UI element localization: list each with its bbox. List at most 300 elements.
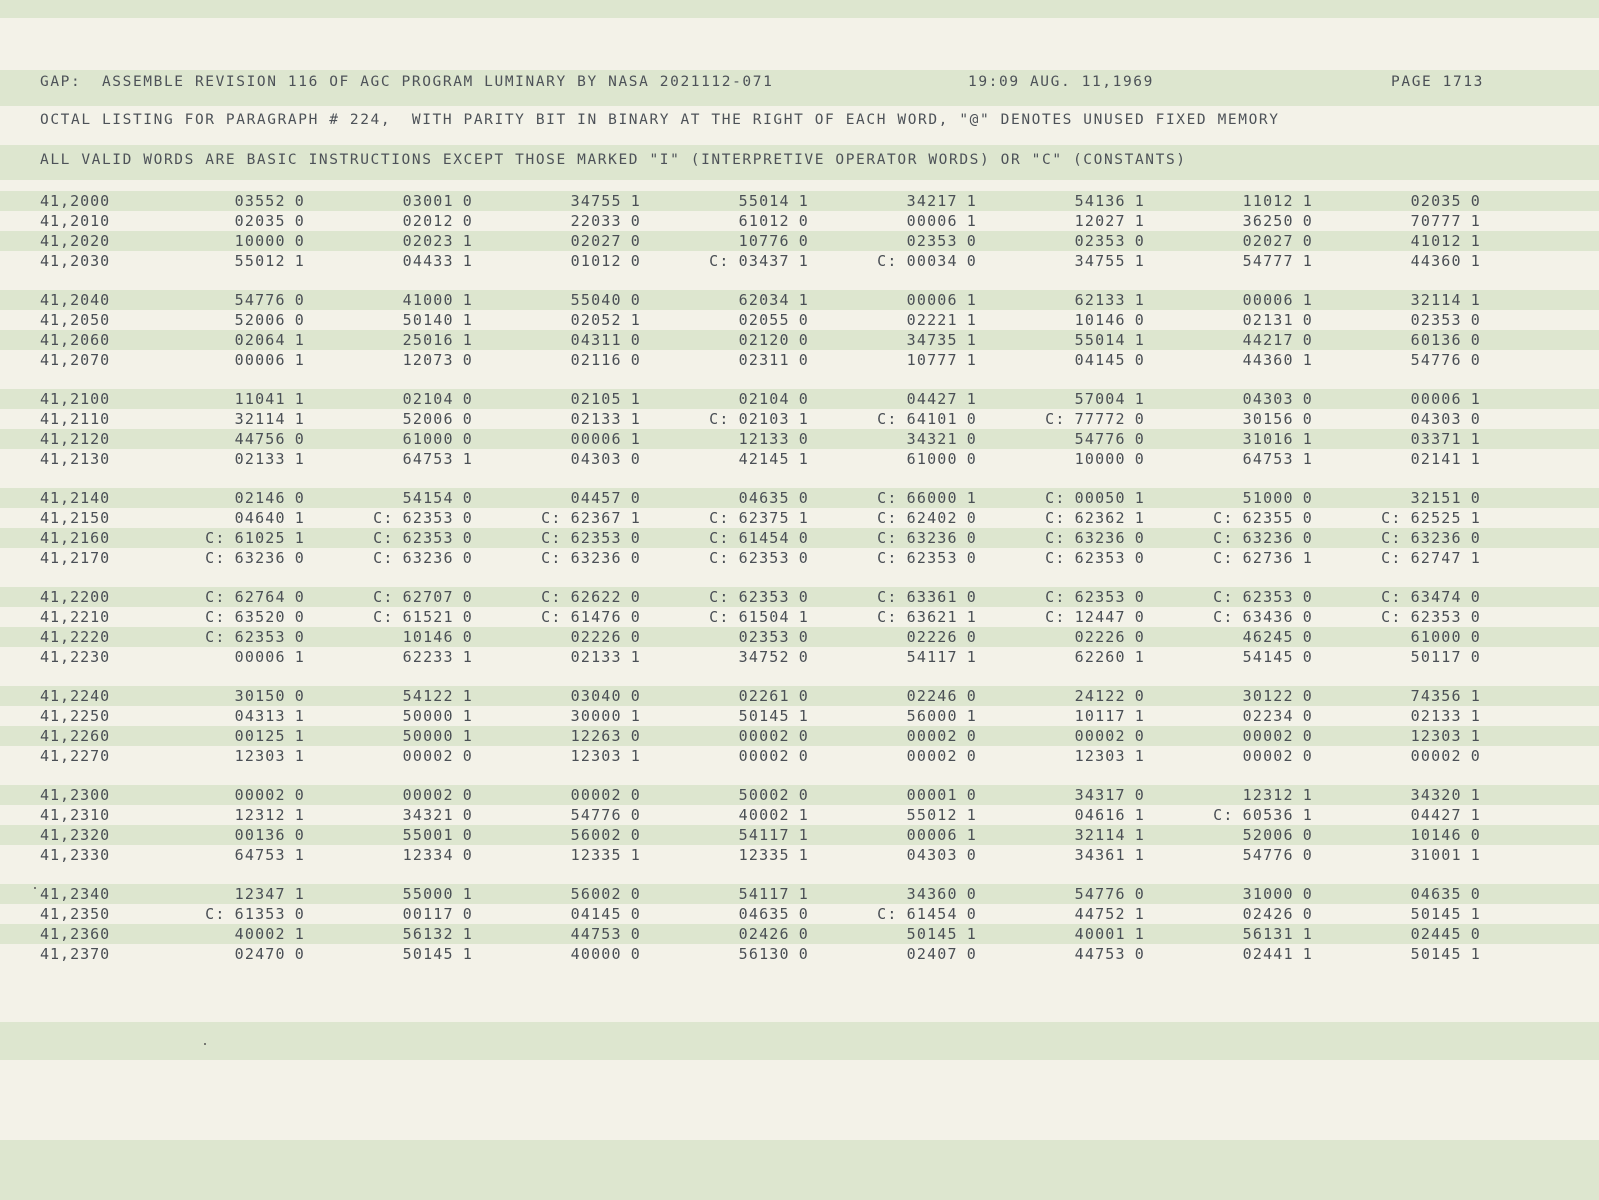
octal-word <box>649 450 809 468</box>
octal-word <box>481 747 641 765</box>
parity-bit: 0 <box>294 628 305 646</box>
octal-word <box>145 509 305 527</box>
parity-bit: 1 <box>1302 450 1313 468</box>
constant-marker: C: <box>1381 608 1402 626</box>
parity-bit: 0 <box>462 410 473 428</box>
octal-word <box>1321 390 1481 408</box>
parity-bit: 1 <box>462 311 473 329</box>
parity-bit: 1 <box>294 509 305 527</box>
octal-word <box>481 390 641 408</box>
octal-word <box>481 509 641 527</box>
word-value: 03552 <box>234 192 286 210</box>
octal-word <box>313 450 473 468</box>
parity-bit: 1 <box>1470 390 1481 408</box>
word-value: 55001 <box>402 826 454 844</box>
octal-word <box>649 628 809 646</box>
parity-bit: 1 <box>798 252 809 270</box>
word-value: 04635 <box>738 489 790 507</box>
word-value: 02261 <box>738 687 790 705</box>
octal-word <box>817 806 977 824</box>
parity-bit: 0 <box>798 390 809 408</box>
word-value: 54776 <box>1410 351 1462 369</box>
word-value: 62353 <box>570 529 622 547</box>
word-value: 62353 <box>738 588 790 606</box>
word-value: 04635 <box>1410 885 1462 903</box>
word-value: 50145 <box>738 707 790 725</box>
word-value: 11041 <box>234 390 286 408</box>
word-value: 00006 <box>234 351 286 369</box>
constant-marker: C: <box>709 529 730 547</box>
parity-bit: 0 <box>966 945 977 963</box>
address-label: 41,2250 <box>40 707 111 725</box>
octal-word <box>145 588 305 606</box>
parity-bit: 0 <box>798 331 809 349</box>
parity-bit: 0 <box>1470 410 1481 428</box>
parity-bit: 1 <box>1302 291 1313 309</box>
word-value: 62355 <box>1242 509 1294 527</box>
address-label: 41,2360 <box>40 925 111 943</box>
octal-word <box>649 509 809 527</box>
parity-bit: 1 <box>1470 945 1481 963</box>
address-label: 41,2220 <box>40 628 111 646</box>
parity-bit: 1 <box>1470 707 1481 725</box>
parity-bit: 1 <box>798 707 809 725</box>
octal-word <box>145 331 305 349</box>
octal-word <box>145 410 305 428</box>
parity-bit: 0 <box>1470 192 1481 210</box>
octal-word <box>1153 489 1313 507</box>
parity-bit: 0 <box>966 628 977 646</box>
word-value: 62353 <box>1410 608 1462 626</box>
octal-word <box>145 846 305 864</box>
octal-word <box>817 430 977 448</box>
octal-word <box>649 529 809 547</box>
word-value: 31001 <box>1410 846 1462 864</box>
octal-word <box>817 608 977 626</box>
octal-word <box>313 846 473 864</box>
octal-word <box>145 351 305 369</box>
word-value: 12073 <box>402 351 454 369</box>
word-value: 00034 <box>906 252 958 270</box>
word-value: 63236 <box>1074 529 1126 547</box>
parity-bit: 0 <box>1470 489 1481 507</box>
octal-word <box>145 192 305 210</box>
word-value: 10146 <box>1410 826 1462 844</box>
parity-bit: 0 <box>1134 687 1145 705</box>
octal-word <box>817 529 977 547</box>
parity-bit: 0 <box>462 806 473 824</box>
constant-marker: C: <box>205 905 226 923</box>
octal-word <box>313 232 473 250</box>
parity-bit: 1 <box>294 846 305 864</box>
parity-bit: 0 <box>1134 786 1145 804</box>
word-value: 02407 <box>906 945 958 963</box>
word-value: 12335 <box>738 846 790 864</box>
octal-word <box>1321 687 1481 705</box>
word-value: 64753 <box>1242 450 1294 468</box>
constant-marker: C: <box>1213 608 1234 626</box>
word-value: 02027 <box>570 232 622 250</box>
word-value: 54117 <box>906 648 958 666</box>
constant-marker: C: <box>1045 410 1066 428</box>
octal-word <box>817 588 977 606</box>
parity-bit: 0 <box>630 727 641 745</box>
parity-bit: 1 <box>1302 351 1313 369</box>
word-value: 64101 <box>906 410 958 428</box>
parity-bit: 0 <box>966 687 977 705</box>
parity-bit: 1 <box>462 291 473 309</box>
word-value: 02023 <box>402 232 454 250</box>
octal-word <box>985 212 1145 230</box>
word-value: 02133 <box>570 648 622 666</box>
word-value: 63361 <box>906 588 958 606</box>
parity-bit: 0 <box>798 925 809 943</box>
word-value: 41012 <box>1410 232 1462 250</box>
address-label: 41,2110 <box>40 410 111 428</box>
word-value: 02426 <box>738 925 790 943</box>
word-value: 32114 <box>1074 826 1126 844</box>
constant-marker: C: <box>1045 509 1066 527</box>
word-value: 55014 <box>738 192 790 210</box>
octal-word <box>1321 885 1481 903</box>
word-value: 02146 <box>234 489 286 507</box>
octal-word <box>1153 945 1313 963</box>
octal-word <box>313 826 473 844</box>
octal-word <box>817 311 977 329</box>
octal-word <box>985 687 1145 705</box>
word-value: 46245 <box>1242 628 1294 646</box>
constant-marker: C: <box>541 509 562 527</box>
parity-bit: 0 <box>1302 687 1313 705</box>
word-value: 44752 <box>1074 905 1126 923</box>
octal-word <box>985 826 1145 844</box>
parity-bit: 1 <box>630 430 641 448</box>
word-value: 61454 <box>906 905 958 923</box>
word-value: 02441 <box>1242 945 1294 963</box>
octal-word <box>1321 252 1481 270</box>
parity-bit: 1 <box>294 885 305 903</box>
octal-word <box>1153 390 1313 408</box>
octal-word <box>1153 430 1313 448</box>
octal-word <box>1321 311 1481 329</box>
octal-word <box>649 351 809 369</box>
word-value: 02052 <box>570 311 622 329</box>
address-label: 41,2320 <box>40 826 111 844</box>
octal-word <box>1153 529 1313 547</box>
word-value: 61353 <box>234 905 286 923</box>
word-value: 34360 <box>906 885 958 903</box>
address-label: 41,2270 <box>40 747 111 765</box>
address-label: 41,2150 <box>40 509 111 527</box>
octal-word <box>649 806 809 824</box>
parity-bit: 0 <box>1302 628 1313 646</box>
word-value: 00006 <box>906 291 958 309</box>
word-value: 12303 <box>1074 747 1126 765</box>
parity-bit: 1 <box>462 687 473 705</box>
word-value: 44360 <box>1242 351 1294 369</box>
octal-word <box>1153 450 1313 468</box>
octal-word <box>1321 925 1481 943</box>
parity-bit: 1 <box>966 291 977 309</box>
word-value: 04616 <box>1074 806 1126 824</box>
header-datetime: 19:09 AUG. 11,1969 <box>968 74 1154 90</box>
octal-word <box>817 747 977 765</box>
word-value: 34321 <box>906 430 958 448</box>
word-value: 25016 <box>402 331 454 349</box>
address-label: 41,2040 <box>40 291 111 309</box>
octal-word <box>817 727 977 745</box>
parity-bit: 0 <box>630 905 641 923</box>
parity-bit: 1 <box>1470 727 1481 745</box>
parity-bit: 0 <box>630 252 641 270</box>
parity-bit: 1 <box>1470 232 1481 250</box>
parity-bit: 1 <box>1302 192 1313 210</box>
parity-bit: 0 <box>798 351 809 369</box>
octal-word <box>481 588 641 606</box>
word-value: 12335 <box>570 846 622 864</box>
parity-bit: 0 <box>462 212 473 230</box>
word-value: 34321 <box>402 806 454 824</box>
address-label: 41,2160 <box>40 529 111 547</box>
octal-word <box>481 846 641 864</box>
word-value: 40002 <box>738 806 790 824</box>
octal-word <box>145 945 305 963</box>
word-value: 12447 <box>1074 608 1126 626</box>
parity-bit: 0 <box>1302 331 1313 349</box>
address-label: 41,2010 <box>40 212 111 230</box>
parity-bit: 0 <box>630 826 641 844</box>
octal-word <box>985 450 1145 468</box>
octal-word <box>145 311 305 329</box>
word-value: 00002 <box>234 786 286 804</box>
address-label: 41,2170 <box>40 549 111 567</box>
octal-word <box>313 905 473 923</box>
word-value: 54776 <box>1242 846 1294 864</box>
parity-bit: 0 <box>798 648 809 666</box>
word-value: 62353 <box>738 549 790 567</box>
octal-word <box>985 786 1145 804</box>
octal-word <box>145 648 305 666</box>
parity-bit: 1 <box>462 945 473 963</box>
parity-bit: 1 <box>630 311 641 329</box>
octal-word <box>313 945 473 963</box>
parity-bit: 1 <box>1470 786 1481 804</box>
octal-word <box>985 390 1145 408</box>
word-value: 63236 <box>402 549 454 567</box>
octal-word <box>145 291 305 309</box>
address-label: 41,2260 <box>40 727 111 745</box>
word-value: 00002 <box>402 747 454 765</box>
word-value: 02035 <box>1410 192 1462 210</box>
word-value: 02353 <box>1410 311 1462 329</box>
octal-word <box>1321 727 1481 745</box>
octal-word <box>313 628 473 646</box>
parity-bit: 1 <box>1302 549 1313 567</box>
octal-word <box>145 450 305 468</box>
octal-word <box>1321 509 1481 527</box>
word-value: 66000 <box>906 489 958 507</box>
parity-bit: 1 <box>966 826 977 844</box>
word-value: 12312 <box>234 806 286 824</box>
octal-word <box>145 687 305 705</box>
octal-word <box>1321 212 1481 230</box>
header-legend: ALL VALID WORDS ARE BASIC INSTRUCTIONS EXCEPT THOSE MARKED "I" (INTERPRETIVE OPERATOR WORDS) OR "C" (CONSTANTS) <box>40 152 1187 168</box>
octal-word <box>313 390 473 408</box>
parity-bit: 1 <box>294 806 305 824</box>
parity-bit: 1 <box>1134 509 1145 527</box>
parity-bit: 1 <box>966 331 977 349</box>
parity-bit: 0 <box>1302 885 1313 903</box>
word-value: 62622 <box>570 588 622 606</box>
parity-bit: 1 <box>966 806 977 824</box>
parity-bit: 1 <box>1134 489 1145 507</box>
word-value: 02027 <box>1242 232 1294 250</box>
parity-bit: 1 <box>966 192 977 210</box>
word-value: 62353 <box>402 509 454 527</box>
word-value: 00006 <box>1410 390 1462 408</box>
parity-bit: 1 <box>1134 291 1145 309</box>
octal-word <box>145 727 305 745</box>
parity-bit: 1 <box>1134 925 1145 943</box>
parity-bit: 1 <box>798 806 809 824</box>
parity-bit: 0 <box>1302 529 1313 547</box>
word-value: 54145 <box>1242 648 1294 666</box>
octal-word <box>313 212 473 230</box>
parity-bit: 0 <box>966 509 977 527</box>
constant-marker: C: <box>1213 588 1234 606</box>
octal-word <box>1153 727 1313 745</box>
octal-word <box>145 826 305 844</box>
parity-bit: 0 <box>630 687 641 705</box>
address-label: 41,2310 <box>40 806 111 824</box>
octal-word <box>817 509 977 527</box>
constant-marker: C: <box>709 410 730 428</box>
parity-bit: 0 <box>966 450 977 468</box>
octal-word <box>985 806 1145 824</box>
octal-word <box>313 489 473 507</box>
octal-word <box>145 212 305 230</box>
word-value: 63621 <box>906 608 958 626</box>
octal-word <box>1153 509 1313 527</box>
parity-bit: 0 <box>798 430 809 448</box>
word-value: 62402 <box>906 509 958 527</box>
word-value: 40001 <box>1074 925 1126 943</box>
parity-bit: 0 <box>630 885 641 903</box>
parity-bit: 0 <box>798 687 809 705</box>
word-value: 02226 <box>1074 628 1126 646</box>
parity-bit: 1 <box>1470 846 1481 864</box>
word-value: 51000 <box>1242 489 1294 507</box>
word-value: 62747 <box>1410 549 1462 567</box>
word-value: 50000 <box>402 707 454 725</box>
octal-word <box>313 331 473 349</box>
octal-word <box>1321 747 1481 765</box>
parity-bit: 0 <box>294 608 305 626</box>
parity-bit: 0 <box>1470 628 1481 646</box>
parity-bit: 0 <box>294 489 305 507</box>
parity-bit: 1 <box>1134 806 1145 824</box>
word-value: 50145 <box>1410 905 1462 923</box>
word-value: 04145 <box>570 905 622 923</box>
parity-bit: 0 <box>798 905 809 923</box>
parity-bit: 1 <box>630 648 641 666</box>
octal-word <box>817 925 977 943</box>
word-value: 00002 <box>1242 727 1294 745</box>
word-value: 03371 <box>1410 430 1462 448</box>
word-value: 00002 <box>738 727 790 745</box>
constant-marker: C: <box>1381 588 1402 606</box>
constant-marker: C: <box>877 252 898 270</box>
octal-word <box>985 588 1145 606</box>
octal-word <box>1321 826 1481 844</box>
octal-word <box>313 351 473 369</box>
parity-bit: 0 <box>630 628 641 646</box>
octal-word <box>985 430 1145 448</box>
constant-marker: C: <box>877 608 898 626</box>
constant-marker: C: <box>541 608 562 626</box>
parity-bit: 0 <box>1134 588 1145 606</box>
parity-bit: 1 <box>630 410 641 428</box>
parity-bit: 0 <box>630 945 641 963</box>
parity-bit: 0 <box>1302 608 1313 626</box>
constant-marker: C: <box>1045 608 1066 626</box>
word-value: 61000 <box>402 430 454 448</box>
parity-bit: 1 <box>1134 212 1145 230</box>
octal-word <box>481 628 641 646</box>
octal-word <box>649 588 809 606</box>
word-value: 10777 <box>906 351 958 369</box>
constant-marker: C: <box>373 509 394 527</box>
word-value: 00006 <box>234 648 286 666</box>
word-value: 62736 <box>1242 549 1294 567</box>
word-value: 04313 <box>234 707 286 725</box>
word-value: 44753 <box>1074 945 1126 963</box>
parity-bit: 0 <box>1302 747 1313 765</box>
parity-bit: 0 <box>630 925 641 943</box>
octal-word <box>649 608 809 626</box>
octal-word <box>145 806 305 824</box>
constant-marker: C: <box>1381 529 1402 547</box>
octal-word <box>145 628 305 646</box>
parity-bit: 0 <box>294 588 305 606</box>
word-value: 62353 <box>402 529 454 547</box>
word-value: 63474 <box>1410 588 1462 606</box>
word-value: 12334 <box>402 846 454 864</box>
parity-bit: 1 <box>294 390 305 408</box>
parity-bit: 1 <box>1134 826 1145 844</box>
constant-marker: C: <box>877 529 898 547</box>
parity-bit: 0 <box>966 905 977 923</box>
parity-bit: 1 <box>1470 430 1481 448</box>
parity-bit: 1 <box>798 192 809 210</box>
octal-word <box>481 648 641 666</box>
parity-bit: 1 <box>462 707 473 725</box>
parity-bit: 1 <box>966 351 977 369</box>
parity-bit: 1 <box>1470 905 1481 923</box>
parity-bit: 0 <box>294 687 305 705</box>
parity-bit: 1 <box>1470 252 1481 270</box>
octal-word <box>1321 648 1481 666</box>
word-value: 00136 <box>234 826 286 844</box>
octal-word <box>1321 846 1481 864</box>
constant-marker: C: <box>373 588 394 606</box>
octal-word <box>481 212 641 230</box>
parity-bit: 1 <box>294 351 305 369</box>
parity-bit: 0 <box>630 489 641 507</box>
parity-bit: 1 <box>966 707 977 725</box>
octal-word <box>817 786 977 804</box>
octal-word <box>1153 707 1313 725</box>
